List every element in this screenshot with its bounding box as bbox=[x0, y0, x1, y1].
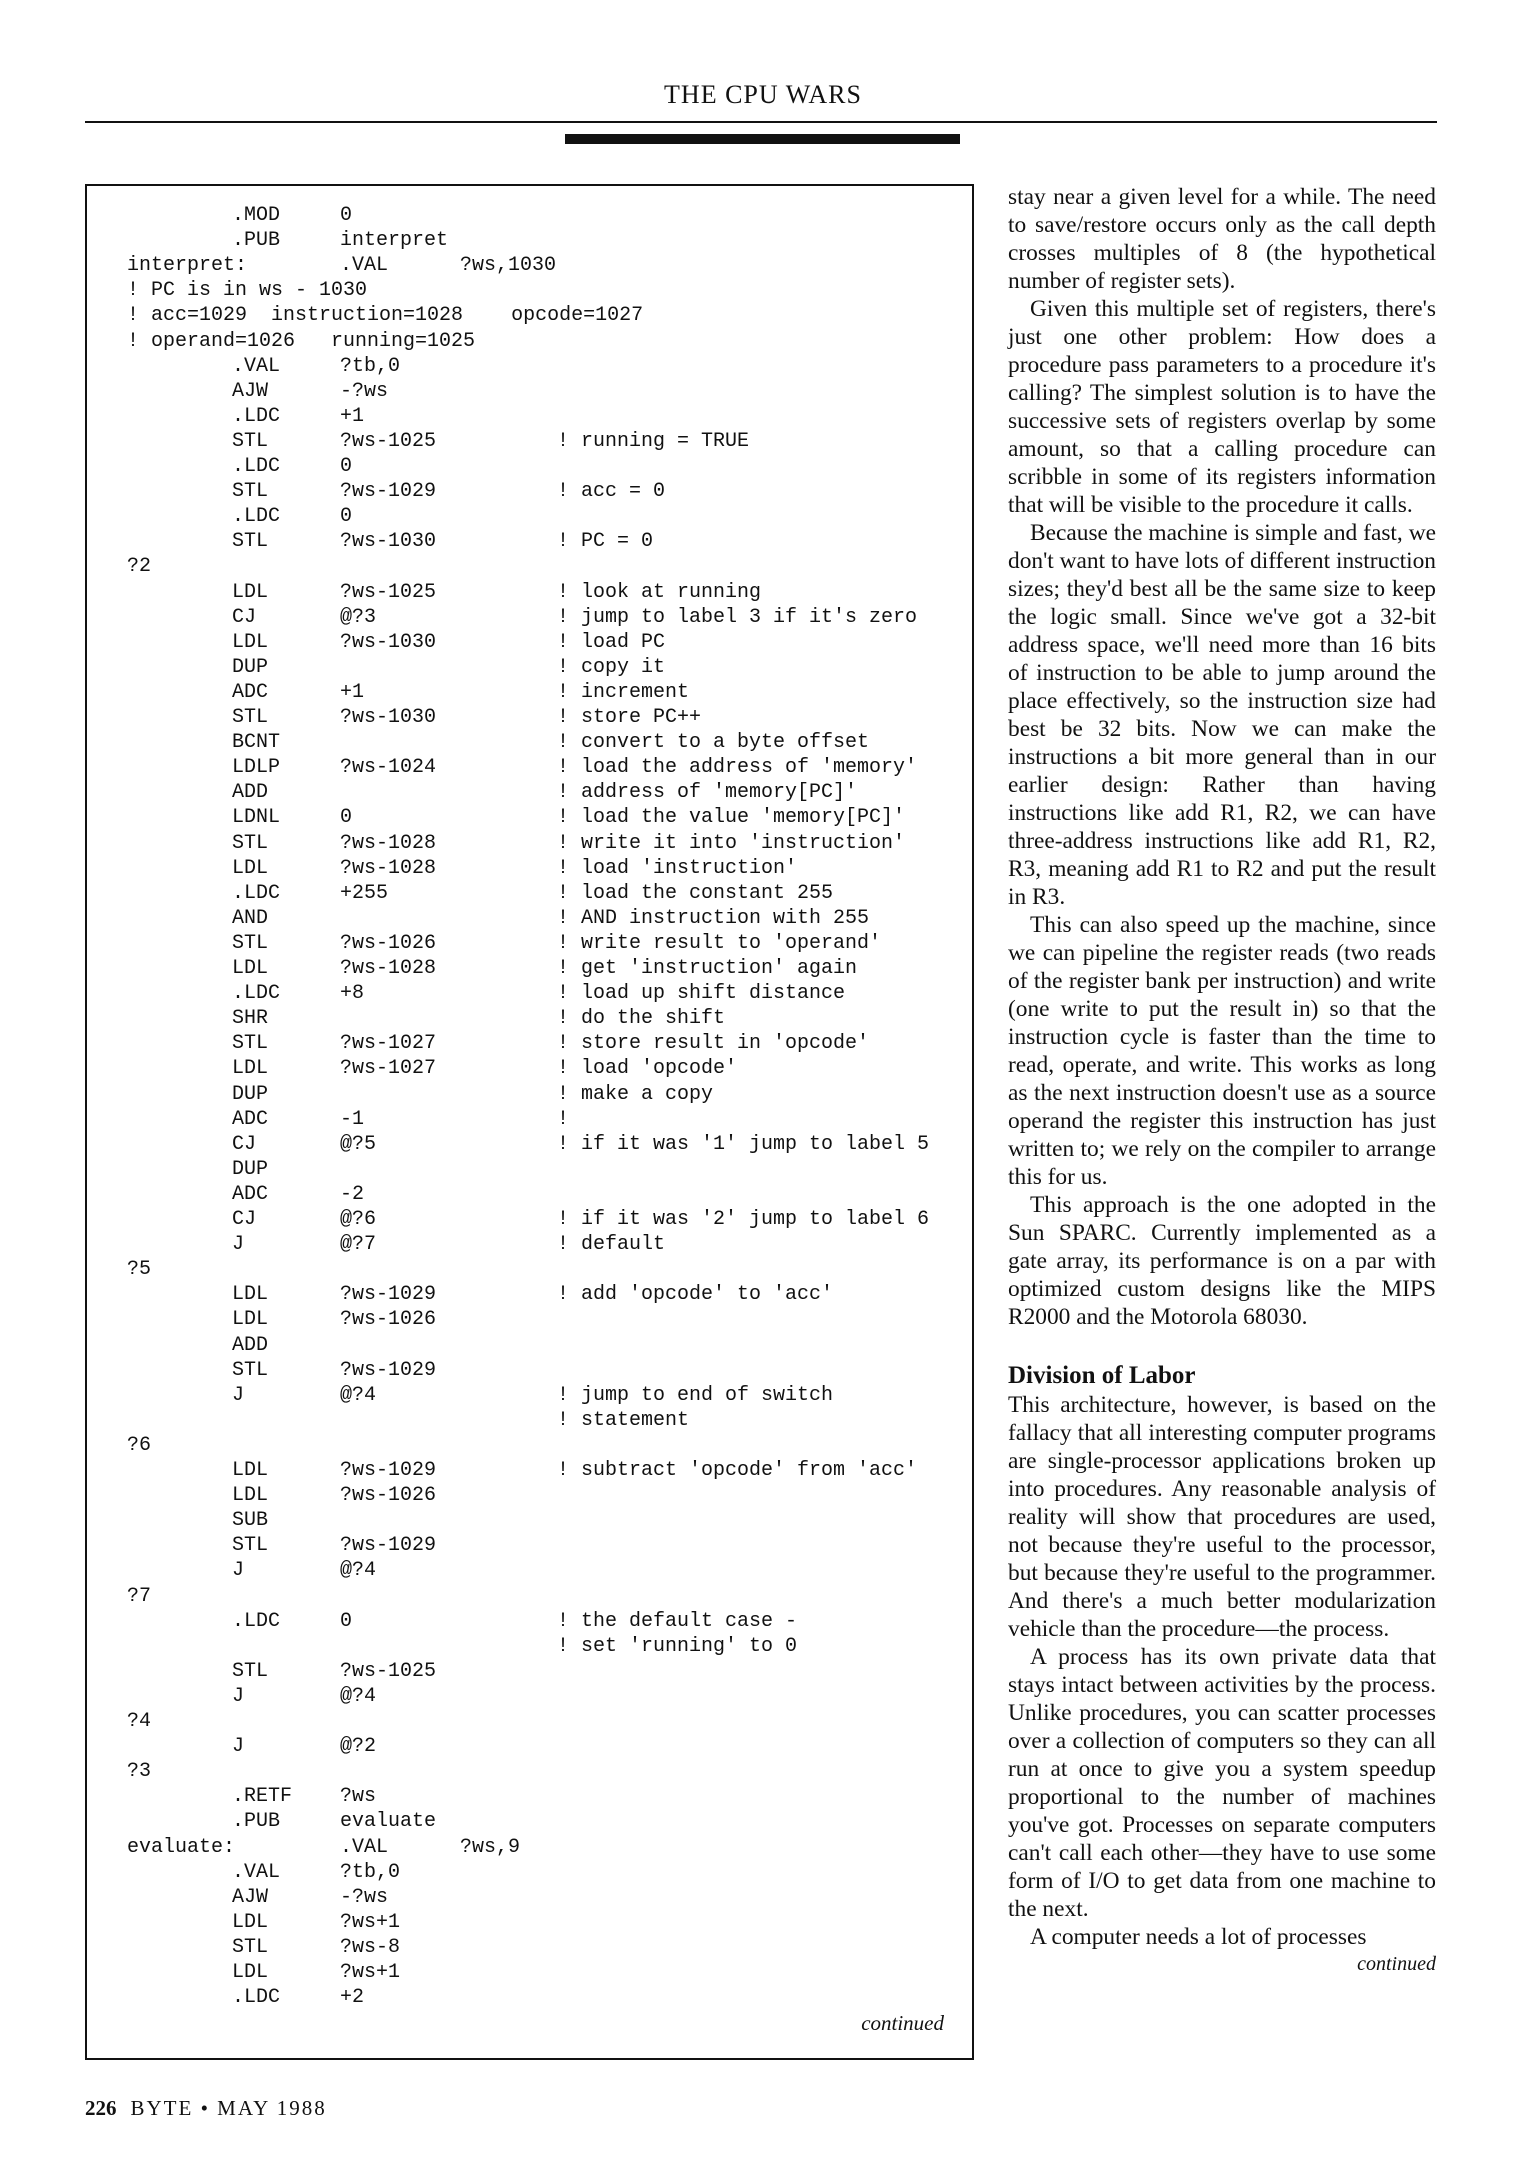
code-comment: ! jump to label 3 if it's zero bbox=[557, 605, 918, 629]
code-operand: ?ws-1024 bbox=[340, 756, 437, 780]
code-opcode: .LDC bbox=[232, 1609, 281, 1633]
code-opcode: .VAL bbox=[232, 354, 281, 378]
code-opcode: .LDC bbox=[232, 505, 281, 529]
code-comment: ! do the shift bbox=[557, 1007, 726, 1031]
code-operand: 0 bbox=[340, 204, 353, 227]
code-opcode: CJ bbox=[232, 605, 257, 629]
code-opcode: STL bbox=[232, 831, 269, 855]
code-opcode: LDL bbox=[232, 1308, 269, 1332]
code-opcode: .MOD bbox=[232, 204, 281, 227]
code-comment: ! if it was '2' jump to label 6 bbox=[557, 1208, 930, 1231]
code-opcode: .LDC bbox=[232, 881, 281, 905]
code-operand: ?ws-1025 bbox=[340, 580, 437, 604]
code-comment: ! copy it bbox=[557, 655, 666, 679]
article-paragraph: Given this multiple set of registers, there's just one other problem: How does a procedure pass parameters to a procedure it's calling? The simplest solution is to have the successive sets of registers overlap by some amount, so that a calling procedure can scribble in some of its registers information that will be visible to the procedure it calls. bbox=[1008, 296, 1436, 518]
code-opcode: LDL bbox=[232, 1283, 269, 1307]
code-comment: ! PC = 0 bbox=[557, 530, 654, 554]
code-comment: ! make a copy bbox=[557, 1082, 714, 1106]
code-opcode: CJ bbox=[232, 1208, 257, 1231]
code-operand: ?tb,0 bbox=[340, 354, 401, 378]
code-comment: ! load the constant 255 bbox=[557, 881, 834, 905]
code-opcode: BCNT bbox=[232, 731, 281, 755]
code-operand: ?ws-1027 bbox=[340, 1057, 437, 1081]
code-operand: .VAL ?ws,1030 bbox=[340, 254, 557, 278]
code-operand: 0 bbox=[340, 505, 353, 529]
code-comment: ! acc = 0 bbox=[557, 480, 666, 504]
code-opcode: .LDC bbox=[232, 1986, 281, 2010]
code-comment: ! statement bbox=[557, 1408, 690, 1432]
code-operand: 0 bbox=[340, 806, 353, 830]
code-opcode: AJW bbox=[232, 1885, 269, 1909]
code-label: ?7 bbox=[127, 1584, 152, 1608]
code-operand: @?7 bbox=[340, 1233, 377, 1257]
code-opcode: ADC bbox=[232, 680, 269, 704]
code-operand: +1 bbox=[340, 404, 365, 428]
code-label: interpret: bbox=[127, 254, 248, 278]
code-opcode: J bbox=[232, 1559, 245, 1583]
page-footer bbox=[85, 2096, 327, 2121]
code-operand: ?ws-1029 bbox=[340, 1283, 437, 1307]
code-operand: ?ws-1026 bbox=[340, 1308, 437, 1332]
code-opcode: LDL bbox=[232, 1910, 269, 1934]
code-operand: ?ws-1029 bbox=[340, 480, 437, 504]
code-operand: ?ws-1026 bbox=[340, 931, 437, 955]
code-opcode: STL bbox=[232, 429, 269, 453]
code-comment: ! the default case - bbox=[557, 1609, 798, 1633]
code-operand: +2 bbox=[340, 1986, 365, 2010]
code-operand: ?ws+1 bbox=[340, 1910, 401, 1934]
code-opcode: DUP bbox=[232, 1157, 269, 1181]
code-comment: ! look at running bbox=[557, 580, 762, 604]
code-opcode: ADD bbox=[232, 1333, 269, 1357]
code-label: ?3 bbox=[127, 1760, 152, 1784]
article-paragraph: Because the machine is simple and fast, we don't want to have lots of different instruction sizes; they'd best all be the same size to keep the logic small. Since we've got a 32-bit address space, we'll need more than 16 bits of instruction to be able to jump around the place effectively, so the instruction size had best be 32 bits. Now we can make the instructions a bit more general than in our earlier design: Rather than having instructions like add R1, R2, we can have three-address instructions like add R1, R2, R3, meaning add R1 to R2 and put the result in R3. bbox=[1008, 520, 1436, 910]
code-operand: ?tb,0 bbox=[340, 1860, 401, 1884]
code-comment: ! increment bbox=[557, 680, 690, 704]
code-comment: ! if it was '1' jump to label 5 bbox=[557, 1132, 930, 1156]
code-opcode: STL bbox=[232, 706, 269, 729]
code-opcode: .LDC bbox=[232, 982, 281, 1006]
code-opcode: STL bbox=[232, 480, 269, 504]
code-operand: -2 bbox=[340, 1182, 365, 1206]
code-operand: ?ws+1 bbox=[340, 1961, 401, 1984]
code-comment: ! convert to a byte offset bbox=[557, 731, 870, 755]
code-opcode: .VAL bbox=[232, 1860, 281, 1884]
section-title: THE CPU WARS bbox=[664, 80, 862, 109]
magazine-issue: BYTE • MAY 1988 bbox=[130, 2096, 327, 2120]
code-opcode: ADC bbox=[232, 1182, 269, 1206]
code-opcode: ADD bbox=[232, 781, 269, 805]
code-opcode: DUP bbox=[232, 655, 269, 679]
header-rule bbox=[85, 121, 1437, 123]
code-opcode: STL bbox=[232, 530, 269, 554]
code-operand: ?ws-1028 bbox=[340, 831, 437, 855]
code-operand: ?ws-1025 bbox=[340, 429, 437, 453]
code-opcode: STL bbox=[232, 1935, 269, 1959]
code-comment: ! subtract 'opcode' from 'acc' bbox=[557, 1459, 918, 1482]
code-label: ! operand=1026 running=1025 bbox=[127, 329, 476, 353]
article-paragraph: This can also speed up the machine, since we can pipeline the register reads (two reads of the register bank per instruction) and write (one write to put the result in) so that the instruction cycle is faster than the time to read, operate, and write. This works as long as the next instruction doesn't use as a source operand the register this instruction has just written to; we rely on the compiler to arrange this for us. bbox=[1008, 912, 1436, 1190]
code-opcode: DUP bbox=[232, 1082, 269, 1106]
code-label: ! acc=1029 instruction=1028 opcode=1027 bbox=[127, 304, 644, 328]
code-comment: ! jump to end of switch bbox=[557, 1383, 834, 1407]
article-paragraph: stay near a given level for a while. The need to save/restore occurs only as the call depth crosses multiples of 8 (the hypothetical number of register sets). bbox=[1008, 184, 1436, 294]
code-operand: ?ws-1027 bbox=[340, 1032, 437, 1056]
code-comment: ! default bbox=[557, 1233, 666, 1257]
code-operand: -?ws bbox=[340, 379, 389, 403]
code-opcode: STL bbox=[232, 1358, 269, 1382]
code-comment: ! store result in 'opcode' bbox=[557, 1032, 870, 1056]
code-opcode: STL bbox=[232, 1032, 269, 1056]
code-opcode: LDL bbox=[232, 1484, 269, 1508]
header-bar bbox=[565, 134, 960, 144]
code-comment: ! bbox=[557, 1107, 570, 1131]
code-opcode: LDL bbox=[232, 1057, 269, 1081]
code-opcode: LDL bbox=[232, 580, 269, 604]
code-comment: ! store PC++ bbox=[557, 706, 702, 729]
code-opcode: .RETF bbox=[232, 1785, 293, 1809]
code-opcode: AJW bbox=[232, 379, 269, 403]
article-paragraph: This approach is the one adopted in the Sun SPARC. Currently implemented as a gate array, its performance is on a par with optimized custom designs like the MIPS R2000 and the Motorola 68030. bbox=[1008, 1192, 1436, 1330]
code-operand: ?ws bbox=[340, 1785, 377, 1809]
code-opcode: .PUB bbox=[232, 1810, 281, 1834]
code-comment: ! get 'instruction' again bbox=[557, 957, 858, 980]
code-operand: ?ws-1025 bbox=[340, 1659, 437, 1683]
code-opcode: LDNL bbox=[232, 806, 281, 830]
listing-continued-label: continued bbox=[861, 2011, 944, 2035]
code-operand: ?ws-1030 bbox=[340, 530, 437, 554]
code-comment: ! write it into 'instruction' bbox=[557, 831, 906, 855]
code-operand: ?ws-1030 bbox=[340, 706, 437, 729]
code-comment: ! load 'opcode' bbox=[557, 1057, 738, 1081]
code-operand: .VAL ?ws,9 bbox=[340, 1835, 521, 1859]
code-operand: +8 bbox=[340, 982, 365, 1006]
code-opcode: .LDC bbox=[232, 455, 281, 478]
code-opcode: LDL bbox=[232, 957, 269, 980]
code-opcode: J bbox=[232, 1233, 245, 1257]
code-opcode: LDL bbox=[232, 1961, 269, 1984]
article-paragraph: A process has its own private data that stays intact between activities by the process. Unlike procedures, you can scatter processes over a collection of computers so they can all run at once to give you a system speedup proportional to the number of machines you've got. Processes on separate computers can't call each other—they have to use some form of I/O to get data from one machine to the next. bbox=[1008, 1644, 1436, 1922]
code-opcode: STL bbox=[232, 1534, 269, 1558]
code-opcode: J bbox=[232, 1684, 245, 1708]
article-paragraph: This architecture, however, is based on the fallacy that all interesting computer programs are single-processor applications broken up into procedures. Any reasonable analysis of reality will show that procedures are used, not because they're useful to the processor, but because they're useful to the programmer. And there's a much better modularization vehicle than the procedure—the process. bbox=[1008, 1392, 1436, 1642]
code-comment: ! load 'instruction' bbox=[557, 856, 798, 880]
code-operand: ?ws-1029 bbox=[340, 1534, 437, 1558]
code-operand: 0 bbox=[340, 455, 353, 478]
code-label: ?6 bbox=[127, 1433, 152, 1457]
code-operand: 0 bbox=[340, 1609, 353, 1633]
code-operand: @?3 bbox=[340, 605, 377, 629]
code-operand: interpret bbox=[340, 229, 449, 253]
code-opcode: .PUB bbox=[232, 229, 281, 253]
code-opcode: LDL bbox=[232, 856, 269, 880]
code-operand: +1 bbox=[340, 680, 365, 704]
code-operand: -?ws bbox=[340, 1885, 389, 1909]
code-label: ?4 bbox=[127, 1710, 152, 1733]
code-comment: ! load the value 'memory[PC]' bbox=[557, 806, 906, 830]
code-operand: @?4 bbox=[340, 1684, 377, 1708]
code-opcode: J bbox=[232, 1383, 245, 1407]
code-comment: ! running = TRUE bbox=[557, 429, 750, 453]
code-opcode: J bbox=[232, 1735, 245, 1759]
code-operand: ?ws-1028 bbox=[340, 856, 437, 880]
code-opcode: ADC bbox=[232, 1107, 269, 1131]
article-paragraph: A computer needs a lot of processes bbox=[1030, 1924, 1367, 1950]
code-opcode: AND bbox=[232, 906, 269, 930]
code-opcode: SUB bbox=[232, 1509, 269, 1533]
code-operand: @?4 bbox=[340, 1383, 377, 1407]
code-opcode: LDLP bbox=[232, 756, 281, 780]
section-heading: Division of Labor bbox=[1008, 1362, 1196, 1389]
article-column bbox=[1008, 183, 1436, 1977]
code-label: evaluate: bbox=[127, 1835, 236, 1859]
code-operand: @?5 bbox=[340, 1132, 377, 1156]
article-continued-label: continued bbox=[1357, 1953, 1436, 1975]
code-operand: ?ws-1026 bbox=[340, 1484, 437, 1508]
code-opcode: LDL bbox=[232, 630, 269, 654]
code-comment: ! load up shift distance bbox=[557, 982, 846, 1006]
code-opcode: .LDC bbox=[232, 404, 281, 428]
code-opcode: STL bbox=[232, 1659, 269, 1683]
code-operand: -1 bbox=[340, 1107, 365, 1131]
code-operand: @?2 bbox=[340, 1735, 377, 1759]
code-opcode: CJ bbox=[232, 1132, 257, 1156]
code-comment: ! AND instruction with 255 bbox=[557, 906, 870, 930]
code-opcode: SHR bbox=[232, 1007, 269, 1031]
code-comment: ! load the address of 'memory' bbox=[557, 756, 918, 780]
code-operand: ?ws-1029 bbox=[340, 1459, 437, 1482]
code-label: ! PC is in ws - 1030 bbox=[127, 279, 368, 303]
code-operand: @?6 bbox=[340, 1208, 377, 1231]
code-label: ?2 bbox=[127, 555, 152, 579]
code-opcode: LDL bbox=[232, 1459, 269, 1482]
code-comment: ! address of 'memory[PC]' bbox=[557, 781, 858, 805]
code-operand: evaluate bbox=[340, 1810, 437, 1834]
code-comment: ! load PC bbox=[557, 630, 666, 654]
code-listing bbox=[85, 184, 974, 2060]
code-operand: ?ws-1029 bbox=[340, 1358, 437, 1382]
code-opcode: STL bbox=[232, 931, 269, 955]
code-comment: ! write result to 'operand' bbox=[557, 931, 882, 955]
page-number: 226 bbox=[85, 2096, 117, 2120]
code-comment: ! set 'running' to 0 bbox=[557, 1634, 798, 1658]
code-operand: @?4 bbox=[340, 1559, 377, 1583]
code-operand: +255 bbox=[340, 881, 389, 905]
code-operand: ?ws-8 bbox=[340, 1935, 401, 1959]
code-comment: ! add 'opcode' to 'acc' bbox=[557, 1283, 834, 1307]
code-label: ?5 bbox=[127, 1258, 152, 1282]
code-operand: ?ws-1030 bbox=[340, 630, 437, 654]
code-operand: ?ws-1028 bbox=[340, 957, 437, 980]
